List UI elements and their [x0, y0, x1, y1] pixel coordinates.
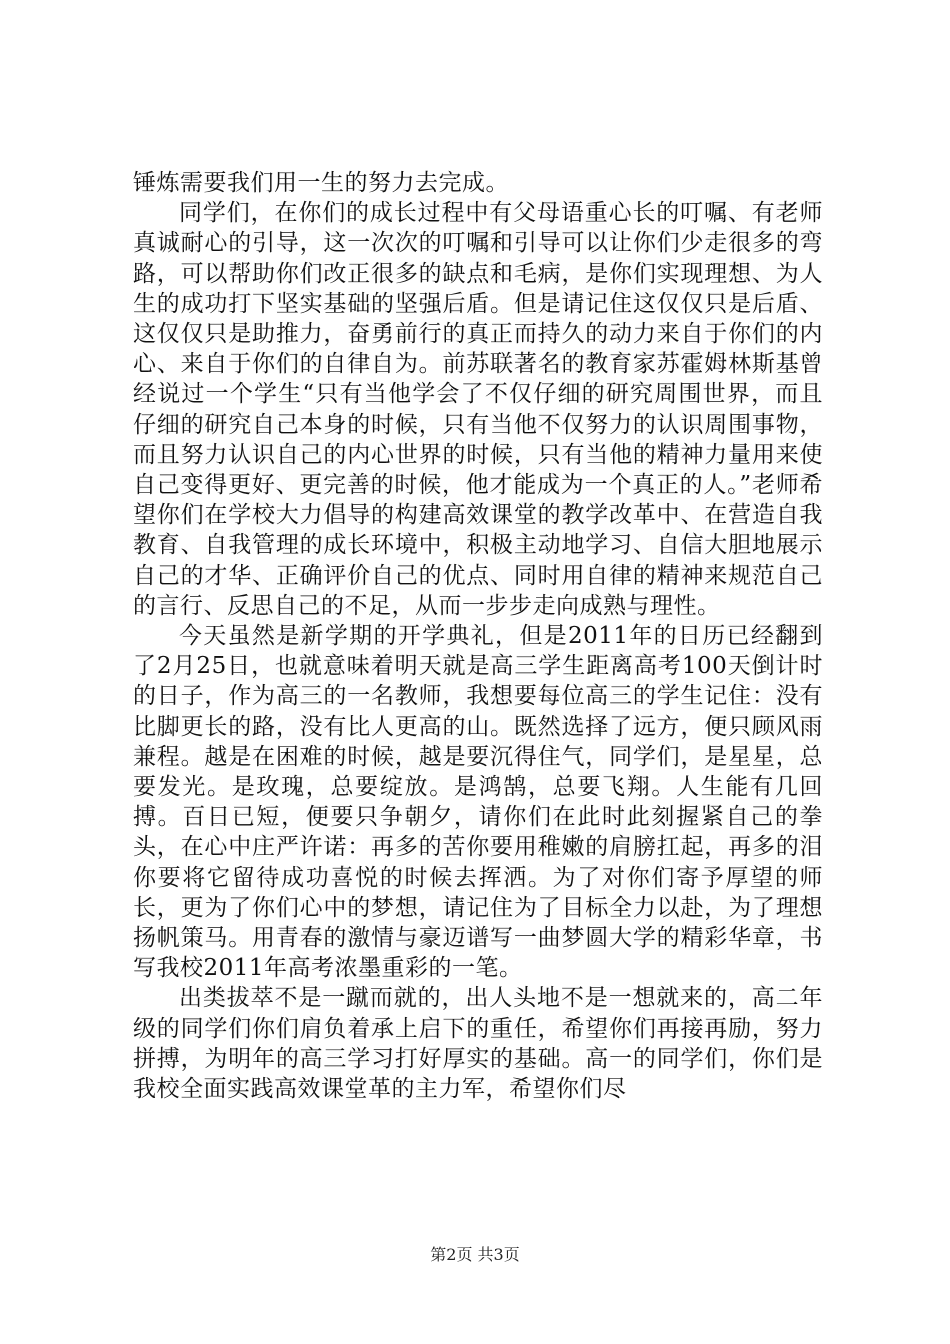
page-number-footer: 第2页 共3页	[430, 1245, 520, 1264]
document-body	[133, 168, 823, 1104]
paragraph-2: 同学们，在你们的成长过程中有父母语重心长的叮嘱、有老师真诚耐心的引导，这一次次的叮嘱和引导可以让你们少走很多的弯路，可以帮助你们改正很多的缺点和毛病，是你们实现理想、为人生的成功打下坚实基础的坚强后盾。但是请记住这仅仅只是后盾、这仅仅只是助推力，奋勇前行的真正而持久的动力来自于你们的内心、来自于你们的自律自为。前苏联著名的教育家苏霍姆林斯基曾经说过一个学生“只有当他学会了不仅仔细的研究周围世界，而且仔细的研究自己本身的时候，只有当他不仅努力的认识周围事物，而且努力认识自己的内心世界的时候，只有当他的精神力量用来使自己变得更好、更完善的时候，他才能成为一个真正的人。”老师希望你们在学校大力倡导的构建高效课堂的教学改革中、在营造自我教育、自我管理的成长环境中，积极主动地学习、自信大胆地展示自己的才华、正确评价自己的优点、同时用自律的精神来规范自己的言行、反思自己的不足，从而一步步走向成熟与理性。	[133, 200, 823, 619]
paragraph-3: 今天虽然是新学期的开学典礼，但是2011年的日历已经翻到了2月25日，也就意味着明天就是高三学生距离高考100天倒计时的日子，作为高三的一名教师，我想要每位高三的学生记住：没有比脚更长的路，没有比人更高的山。既然选择了远方，便只顾风雨兼程。越是在困难的时候，越是要沉得住气，同学们，是星星，总要发光。是玫瑰，总要绽放。是鸿鹄，总要飞翔。人生能有几回搏。百日已短，便要只争朝夕，请你们在此时此刻握紧自己的拳头，在心中庄严许诺：再多的苦你要用稚嫩的肩膀扛起，再多的泪你要将它留待成功喜悦的时候去挥洒。为了对你们寄予厚望的师长，更为了你们心中的梦想，请记住为了目标全力以赴，为了理想扬帆策马。用青春的激情与豪迈谱写一曲梦圆大学的精彩华章，书写我校2011年高考浓墨重彩的一笔。	[133, 623, 823, 982]
paragraph-4: 出类拔萃不是一蹴而就的，出人头地不是一想就来的，高二年级的同学们你们肩负着承上启下的重任，希望你们再接再励，努力拼搏，为明年的高三学习打好厚实的基础。高一的同学们，你们是我校全面实践高效课堂革的主力军，希望你们尽	[133, 985, 823, 1103]
paragraph-1: 锤炼需要我们用一生的努力去完成。	[133, 170, 509, 196]
